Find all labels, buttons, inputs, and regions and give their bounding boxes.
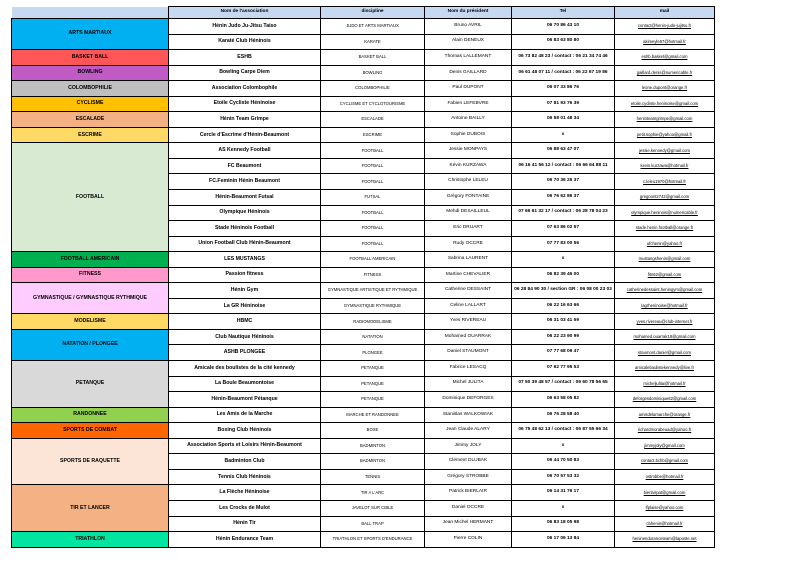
discipline: MARCHE ET RANDONNEE bbox=[321, 407, 425, 423]
header-president: Nom du président bbox=[425, 7, 512, 19]
discipline: BADMINTON bbox=[321, 438, 425, 454]
email[interactable]: mohamed.ouarrak18@gmail.com bbox=[615, 329, 715, 345]
header-mail: mail bbox=[615, 7, 715, 19]
email[interactable]: lagrheninoise@hotmail.fr bbox=[615, 298, 715, 314]
phone: 06 22 23 90 99 bbox=[512, 329, 615, 345]
phone: 07 50 39 48 57 / contact : 06 60 78 56 65 bbox=[512, 376, 615, 392]
discipline: FOOTBALL bbox=[321, 236, 425, 252]
association-name: Boxing Club Héninois bbox=[169, 423, 321, 439]
email[interactable]: mustangshenin@gmail.com bbox=[615, 252, 715, 268]
association-name: La Boule Beaumontoise bbox=[169, 376, 321, 392]
category-cell: CYCLISME bbox=[12, 96, 169, 112]
table-row bbox=[12, 65, 715, 81]
email[interactable]: kevin.kurzawa@hotmail.fr bbox=[615, 158, 715, 174]
president-name: Mohamed OUARRAK bbox=[425, 329, 512, 345]
discipline: BOWLING bbox=[321, 65, 425, 81]
discipline: NATATION bbox=[321, 329, 425, 345]
phone: x bbox=[512, 127, 615, 143]
discipline: BADMINTON bbox=[321, 454, 425, 470]
phone: 06 17 06 13 84 bbox=[512, 532, 615, 548]
phone: 06 44 70 50 83 bbox=[512, 454, 615, 470]
category-cell: FITNESS bbox=[12, 267, 169, 283]
association-name: Club Nautique Héninois bbox=[169, 329, 321, 345]
association-name: Hénin Gym bbox=[169, 283, 321, 299]
association-name: Stade Héninois Football bbox=[169, 221, 321, 237]
phone: 06 61 48 07 11 / contact : 06 22 67 19 86 bbox=[512, 65, 615, 81]
category-cell: TRIATHLON bbox=[12, 532, 169, 548]
phone: 06 07 33 86 76 bbox=[512, 81, 615, 97]
phone: 07 81 93 76 39 bbox=[512, 96, 615, 112]
category-cell: SPORTS DE COMBAT bbox=[12, 423, 169, 439]
discipline: JUDO ET ARTS MARTIAUX bbox=[321, 19, 425, 35]
table-header bbox=[12, 7, 715, 19]
email[interactable]: jimmyjoly@gmail.com bbox=[615, 438, 715, 454]
phone: 06 14 31 76 17 bbox=[512, 485, 615, 501]
discipline: BOXE bbox=[321, 423, 425, 439]
phone: 07 77 83 00 56 bbox=[512, 236, 615, 252]
association-name: Les Amis de la Marche bbox=[169, 407, 321, 423]
association-name: Tennis Club Héninois bbox=[169, 469, 321, 485]
association-name: Amicale des boulistes de la cité kennedy bbox=[169, 361, 321, 377]
discipline: COLOMBOPHILIE bbox=[321, 81, 425, 97]
category-cell: COLOMBOPHILIE bbox=[12, 81, 169, 97]
table-row bbox=[12, 19, 715, 35]
email[interactable]: akimeyle67@hotmail.fr bbox=[615, 34, 715, 50]
email[interactable]: leone.dupont@orange.fr bbox=[615, 81, 715, 97]
association-name: Bowling Carpe Diem bbox=[169, 65, 321, 81]
president-name: Daniel OCCRE bbox=[425, 500, 512, 516]
phone: 06 22 16 63 66 bbox=[512, 298, 615, 314]
association-name: Hénin Tir bbox=[169, 516, 321, 532]
discipline: FOOTBALL AMERICAIN bbox=[321, 252, 425, 268]
table-row bbox=[12, 283, 715, 299]
email[interactable]: richardmorabeuad@yahoo.fr bbox=[615, 423, 715, 439]
email[interactable]: ostrobbe@hotmail.fr bbox=[615, 469, 715, 485]
association-name: LES MUSTANGS bbox=[169, 252, 321, 268]
table-row bbox=[12, 532, 715, 548]
category-cell: ESCRIME bbox=[12, 127, 169, 143]
email[interactable]: lfplaise@yahoo.com bbox=[615, 500, 715, 516]
email[interactable]: catherinedessaint.heningym@gmail.com bbox=[615, 283, 715, 299]
email[interactable]: c.leleu1970@hotmail.fr bbox=[615, 174, 715, 190]
discipline: PETANQUE bbox=[321, 361, 425, 377]
president-name: Michel JULITA bbox=[425, 376, 512, 392]
phone: 06 75 48 62 13 / contact : 06 87 55 66 34 bbox=[512, 423, 615, 439]
category-cell: BOWLING bbox=[12, 65, 169, 81]
association-name: ASHB PLONGEE bbox=[169, 345, 321, 361]
category-cell: PETANQUE bbox=[12, 361, 169, 408]
category-cell: FOOTBALL bbox=[12, 143, 169, 252]
president-name: Antoine BAILLY bbox=[425, 112, 512, 128]
phone: 06 70 57 53 32 bbox=[512, 469, 615, 485]
header-discipline: discipline bbox=[321, 7, 425, 19]
email[interactable]: amisdelamarche@orange.fr bbox=[615, 407, 715, 423]
association-table bbox=[11, 6, 715, 548]
discipline: RADIOMODELISME bbox=[321, 314, 425, 330]
president-name: Fabrice LESACQ bbox=[425, 361, 512, 377]
email[interactable]: heninteamgrimpe@gmail.com bbox=[615, 112, 715, 128]
association-name: Badminton Club bbox=[169, 454, 321, 470]
president-name: Denis GAILLARD bbox=[425, 65, 512, 81]
category-cell: GYMNASTIQUE / GYMNASTIQUE RYTHMIQUE bbox=[12, 283, 169, 314]
president-name: Dominique DEFORGES bbox=[425, 392, 512, 408]
phone: x bbox=[512, 500, 615, 516]
phone: 06 83 63 80 80 bbox=[512, 34, 615, 50]
president-name: Jessie MONPAYS bbox=[425, 143, 512, 159]
discipline: ESCRIME bbox=[321, 127, 425, 143]
association-name: Association Sports et Loisirs Hénin-Beaumont bbox=[169, 438, 321, 454]
email[interactable]: heninenduranceteam@laposte.net bbox=[615, 532, 715, 548]
table-row bbox=[12, 252, 715, 268]
discipline: TENNIS bbox=[321, 469, 425, 485]
table-row bbox=[12, 50, 715, 66]
president-name: Jimmy JOLY bbox=[425, 438, 512, 454]
president-name: Christophe LELEU bbox=[425, 174, 512, 190]
table-row bbox=[12, 407, 715, 423]
association-name: Etoile Cycliste Héninoise bbox=[169, 96, 321, 112]
header-blank-cell bbox=[12, 7, 169, 19]
email[interactable]: olympique.heninois@numericable.fr bbox=[615, 205, 715, 221]
phone: 07 77 68 09 47 bbox=[512, 345, 615, 361]
phone: 06 16 41 56 12 / contact : 06 66 64 88 11 bbox=[512, 158, 615, 174]
email[interactable]: jessie.kennedy@gmail.com bbox=[615, 143, 715, 159]
association-name: Cercle d'Escrime d'Hénin-Beaumont bbox=[169, 127, 321, 143]
phone: 06 70 36 25 37 bbox=[512, 174, 615, 190]
table-row bbox=[12, 314, 715, 330]
president-name: Grégory FONTAINE bbox=[425, 190, 512, 206]
association-name: La Flèche Héninoise bbox=[169, 485, 321, 501]
table-row bbox=[12, 143, 715, 159]
president-name: Bruno AVRIL bbox=[425, 19, 512, 35]
phone: 06 88 63 47 07 bbox=[512, 143, 615, 159]
discipline: PETANQUE bbox=[321, 376, 425, 392]
discipline: BALL TRAP bbox=[321, 516, 425, 532]
discipline: TRIATHLON ET SPORTS D'ENDURANCE bbox=[321, 532, 425, 548]
president-name: Pierre COLIN bbox=[425, 532, 512, 548]
president-name: Celine LALLART bbox=[425, 298, 512, 314]
president-name: Stanislas WALKOWIAK bbox=[425, 407, 512, 423]
table-body bbox=[12, 19, 715, 548]
email[interactable]: petit.sophie@yahoo@gmail.fr bbox=[615, 127, 715, 143]
president-name: Jean Claude ALARY bbox=[425, 423, 512, 439]
president-name: Patrick BIERLAIR bbox=[425, 485, 512, 501]
table-row bbox=[12, 81, 715, 97]
president-name: Sabrina LAURENT bbox=[425, 252, 512, 268]
discipline: JAVELOT SUR CIBLE bbox=[321, 500, 425, 516]
category-cell: FOOTBALL AMERICAIN bbox=[12, 252, 169, 268]
table-row bbox=[12, 267, 715, 283]
discipline: CYCLISME ET CYCLOTOURISME bbox=[321, 96, 425, 112]
phone: 07 66 61 32 17 / contact : 06 28 78 04 23 bbox=[512, 205, 615, 221]
association-name: Hénin Endurance Team bbox=[169, 532, 321, 548]
email[interactable]: cbhenin@hotmail.fr bbox=[615, 516, 715, 532]
email[interactable]: deforgesdominique62@gmail.com bbox=[615, 392, 715, 408]
category-cell: ARTS MARTIAUX bbox=[12, 19, 169, 50]
phone: 06 31 03 41 59 bbox=[512, 314, 615, 330]
discipline: KARATE bbox=[321, 34, 425, 50]
phone: x bbox=[512, 438, 615, 454]
header-tel: Tel bbox=[512, 7, 615, 19]
category-cell: ESCALADE bbox=[12, 112, 169, 128]
email[interactable]: gaillard.denis@numericable.fr bbox=[615, 65, 715, 81]
association-name: Passion fitness bbox=[169, 267, 321, 283]
association-directory bbox=[11, 6, 714, 548]
discipline: FOOTBALL bbox=[321, 174, 425, 190]
association-name: Olympique Héninois bbox=[169, 205, 321, 221]
email[interactable]: amicaleboulistekennedy@live.fr bbox=[615, 361, 715, 377]
phone: 07 63 86 02 57 bbox=[512, 221, 615, 237]
email[interactable]: stade.henin.football@orange.fr bbox=[615, 221, 715, 237]
discipline: PETANQUE bbox=[321, 392, 425, 408]
category-cell: RANDONNEE bbox=[12, 407, 169, 423]
table-row bbox=[12, 485, 715, 501]
association-name: Hénin Judo Ju-Jitsu Taiso bbox=[169, 19, 321, 35]
category-cell: BASKET BALL bbox=[12, 50, 169, 66]
phone: 06 73 82 48 23 / contact : 06 21 34 74 46 bbox=[512, 50, 615, 66]
phone: 06 28 84 90 30 / section GR : 06 08 00 23 03 bbox=[512, 283, 615, 299]
email[interactable]: staumont.daniel@gmail.com bbox=[615, 345, 715, 361]
discipline: FOOTBALL bbox=[321, 221, 425, 237]
phone: 06 76 28 58 40 bbox=[512, 407, 615, 423]
email[interactable]: contact.bchb@gmail.com bbox=[615, 454, 715, 470]
association-name: FC Beaumont bbox=[169, 158, 321, 174]
president-name: Martine CHEVALIER bbox=[425, 267, 512, 283]
category-cell: TIR ET LANCER bbox=[12, 485, 169, 532]
table-row bbox=[12, 423, 715, 439]
table-row bbox=[12, 112, 715, 128]
table-row bbox=[12, 438, 715, 454]
discipline: FOOTBALL bbox=[321, 158, 425, 174]
email[interactable]: yves.rivereau@club-internet.fr bbox=[615, 314, 715, 330]
table-row bbox=[12, 127, 715, 143]
discipline: FOOTBALL bbox=[321, 143, 425, 159]
email[interactable]: bierlairpat@gmail.com bbox=[615, 485, 715, 501]
association-name: Les Crocks de Mulot bbox=[169, 500, 321, 516]
email[interactable]: eshb.basket@gmail.com bbox=[615, 50, 715, 66]
association-name: Hénin Team Grimpe bbox=[169, 112, 321, 128]
president-name: Yves RIVEREAU bbox=[425, 314, 512, 330]
phone: x bbox=[512, 252, 615, 268]
phone: 06 70 86 43 10 bbox=[512, 19, 615, 35]
email[interactable]: contact@henin-judo-jujitsu.fr bbox=[615, 19, 715, 35]
category-cell: SPORTS DE RAQUETTE bbox=[12, 438, 169, 485]
discipline: FUTSAL bbox=[321, 190, 425, 206]
discipline: PLONGEE bbox=[321, 345, 425, 361]
discipline: FOOTBALL bbox=[321, 205, 425, 221]
phone: 06 76 62 86 37 bbox=[512, 190, 615, 206]
email[interactable]: fitn62@gmail.com bbox=[615, 267, 715, 283]
president-name: Grégory STROBBE bbox=[425, 469, 512, 485]
president-name: Thomas LALLEMANT bbox=[425, 50, 512, 66]
president-name: Rudy OCCRE bbox=[425, 236, 512, 252]
president-name: Mehdi DESAILLEUL bbox=[425, 205, 512, 221]
president-name: Jean Michel HERMANT bbox=[425, 516, 512, 532]
header-association: Nom de l'association bbox=[169, 7, 321, 19]
discipline: TIR A L'ARC bbox=[321, 485, 425, 501]
association-name: Hénin-Beaumont Pétanque bbox=[169, 392, 321, 408]
president-name: Eric DRUART bbox=[425, 221, 512, 237]
category-cell: NATATION / PLONGEE bbox=[12, 329, 169, 360]
category-cell: MODELISME bbox=[12, 314, 169, 330]
association-name: HBMC bbox=[169, 314, 321, 330]
table-row bbox=[12, 361, 715, 377]
president-name: Paul DUPONT bbox=[425, 81, 512, 97]
table-row bbox=[12, 96, 715, 112]
association-name: La GR Héninoise bbox=[169, 298, 321, 314]
discipline: GYMNASTIQUE RYTHMIQUE bbox=[321, 298, 425, 314]
table-row bbox=[12, 329, 715, 345]
association-name: AS Kennedy Football bbox=[169, 143, 321, 159]
association-name: Karaté Club Héninois bbox=[169, 34, 321, 50]
discipline: FITNESS bbox=[321, 267, 425, 283]
phone: 06 63 58 05 82 bbox=[512, 392, 615, 408]
association-name: ESHB bbox=[169, 50, 321, 66]
header-row bbox=[12, 7, 715, 19]
email[interactable]: micheljulita@hotmail.fr bbox=[615, 376, 715, 392]
phone: 06 82 39 46 00 bbox=[512, 267, 615, 283]
president-name: Sophie DUBOIS bbox=[425, 127, 512, 143]
email[interactable]: gregoont2742@gmail.com bbox=[615, 190, 715, 206]
president-name: Alain DENEUX bbox=[425, 34, 512, 50]
discipline: BASKET BALL bbox=[321, 50, 425, 66]
president-name: Clément DLUBAK bbox=[425, 454, 512, 470]
email[interactable]: ufchenin@yahoo.fr bbox=[615, 236, 715, 252]
president-name: Catherine DESSAINT bbox=[425, 283, 512, 299]
association-name: FC.Feminin Hénin Beaumont bbox=[169, 174, 321, 190]
phone: 07 62 77 95 53 bbox=[512, 361, 615, 377]
email[interactable]: etoile.cycliste.heninoise@gmail.com bbox=[615, 96, 715, 112]
association-name: Association Colombophile bbox=[169, 81, 321, 97]
president-name: Kévin KURZAWA bbox=[425, 158, 512, 174]
discipline: GYMNASTIQUE ARTISTIQUE ET RYTHMIQUE bbox=[321, 283, 425, 299]
phone: 06 83 18 05 98 bbox=[512, 516, 615, 532]
phone: 06 58 01 48 34 bbox=[512, 112, 615, 128]
discipline: ESCALADE bbox=[321, 112, 425, 128]
president-name: Daniel STAUMONT bbox=[425, 345, 512, 361]
president-name: Fabien LEFEBVRE bbox=[425, 96, 512, 112]
association-name: Hénin-Beaumont Futsal bbox=[169, 190, 321, 206]
association-name: Union Football Club Hénin-Beaumont bbox=[169, 236, 321, 252]
